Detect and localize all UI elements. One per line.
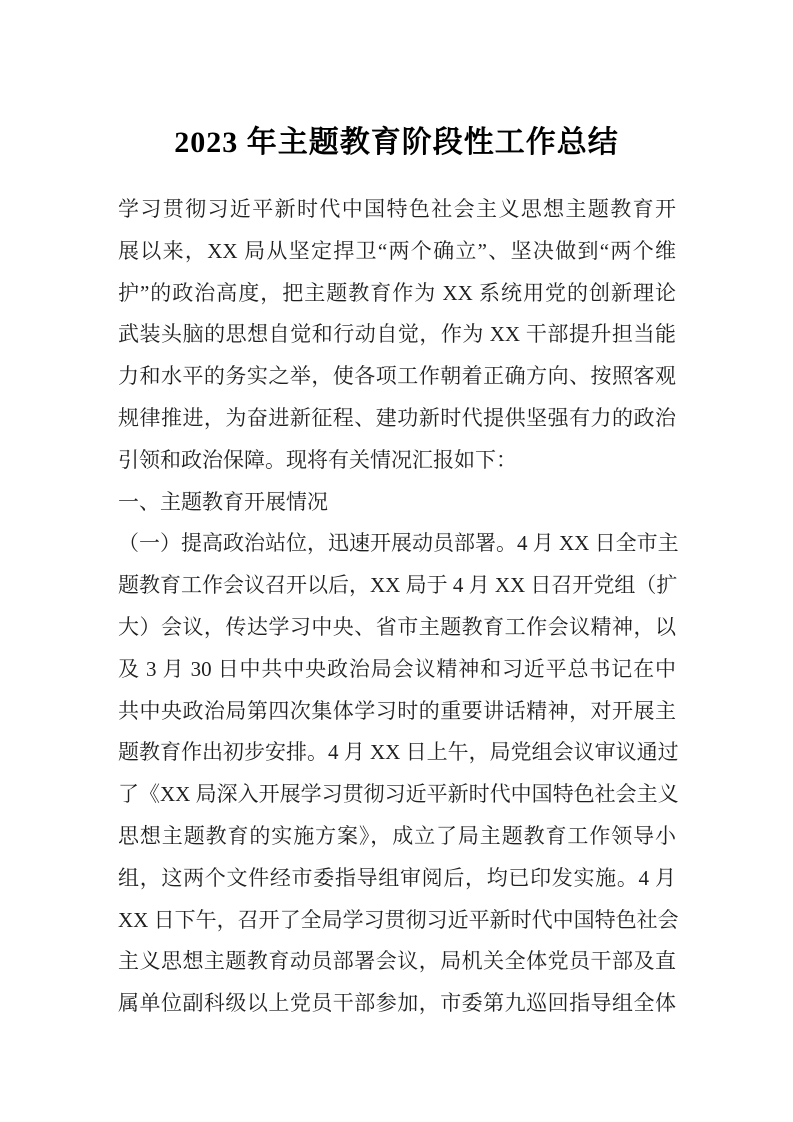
body-line: 大）会议，传达学习中央、省市主题教育工作会议精神，以 — [118, 614, 676, 639]
body-line: 题教育工作会议召开以后，XX 局于 4 月 XX 日召开党组（扩 — [118, 573, 678, 598]
body-line: 武装头脑的思想自觉和行动自觉，作为 XX 干部提升担当能 — [118, 322, 676, 347]
body-line: 护”的政治高度，把主题教育作为 XX 系统用党的创新理论 — [118, 280, 676, 305]
body-line: （一）提高政治站位，迅速开展动员部署。4 月 XX 日全市主 — [118, 531, 679, 556]
body-line: 规律推进，为奋进新征程、建功新时代提供坚强有力的政治 — [118, 405, 676, 430]
body-line: 一、主题教育开展情况 — [118, 489, 328, 514]
body-line: 属单位副科级以上党员干部参加，市委第九巡回指导组全体 — [118, 991, 676, 1016]
body-line: 展以来，XX 局从坚定捍卫“两个确立”、坚决做到“两个维 — [118, 238, 676, 263]
body-line: 及 3 月 30 日中共中央政治局会议精神和习近平总书记在中 — [118, 656, 676, 681]
body-line: 共中央政治局第四次集体学习时的重要讲话精神，对开展主 — [118, 698, 676, 723]
body-line: 思想主题教育的实施方案》，成立了局主题教育工作领导小 — [118, 823, 676, 848]
document-body — [118, 189, 679, 1025]
body-line: 组，这两个文件经市委指导组审阅后，均已印发实施。4 月 — [118, 865, 676, 890]
body-line: 了《XX 局深入开展学习贯彻习近平新时代中国特色社会主义 — [118, 782, 679, 807]
body-line: 引领和政治保障。现将有关情况汇报如下： — [118, 447, 517, 472]
document-title: 2023 年主题教育阶段性工作总结 — [174, 126, 619, 159]
body-line: 学习贯彻习近平新时代中国特色社会主义思想主题教育开 — [118, 197, 676, 221]
body-line: 主义思想主题教育动员部署会议，局机关全体党员干部及直 — [118, 949, 676, 974]
body-line: 题教育作出初步安排。4 月 XX 日上午，局党组会议审议通过 — [118, 740, 679, 765]
body-line: 力和水平的务实之举，使各项工作朝着正确方向、按照客观 — [118, 364, 676, 389]
body-line: XX 日下午，召开了全局学习贯彻习近平新时代中国特色社会 — [118, 907, 679, 932]
